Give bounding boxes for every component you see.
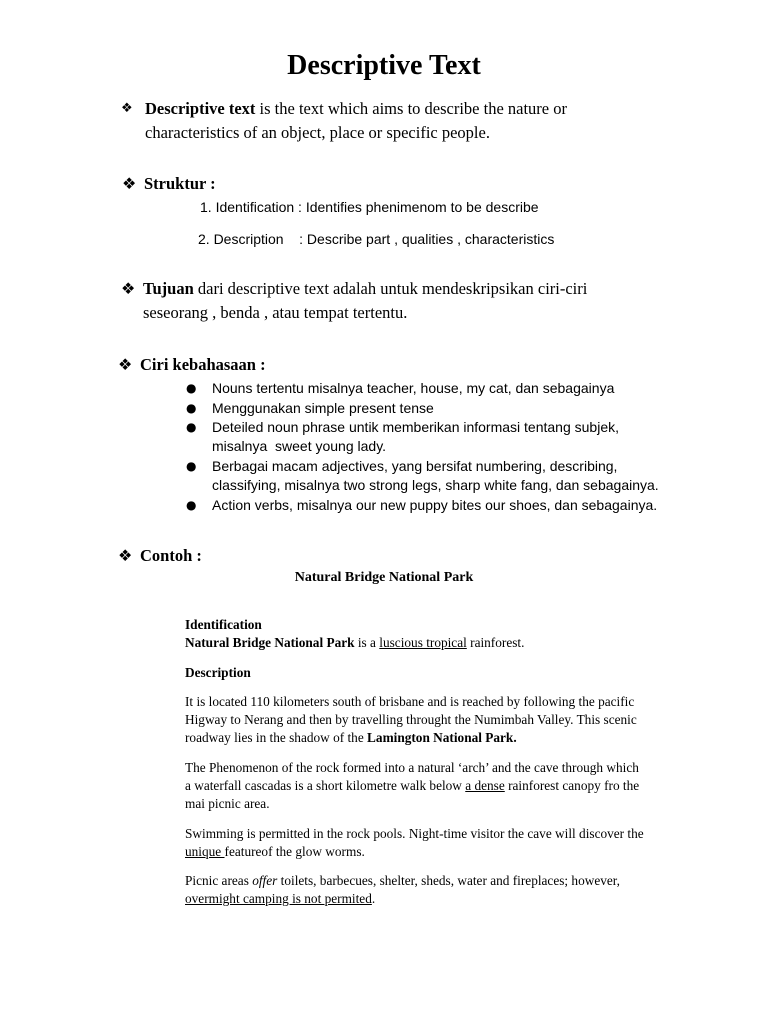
bullet-dot-icon: ●	[186, 381, 197, 395]
list-item	[186, 378, 726, 398]
p4-period: .	[371, 891, 376, 906]
paragraph-4-line-1	[185, 872, 620, 890]
intro-bold: Descriptive text	[145, 99, 256, 118]
p1-bold: Lamington National Park.	[367, 730, 517, 745]
p2-end: rainforest canopy fro the	[504, 778, 640, 793]
paragraph-4-line-2	[185, 890, 375, 908]
struktur-item-1: 1. Identification : Identifies phenimenom to be describe	[200, 199, 539, 215]
list-item	[186, 456, 726, 495]
list-item-text: misalnya sweet young lady.	[212, 438, 387, 454]
intro-line-1	[145, 97, 567, 121]
diamond-bullet-icon: ❖	[121, 279, 136, 298]
diamond-bullet-icon: ❖	[118, 546, 133, 565]
p4-italic: offer	[252, 873, 278, 888]
tujuan-bold: Tujuan	[143, 279, 194, 298]
paragraph-1-line-1: It is located 110 kilometers south of brisbane and is reached by following the pacific	[185, 694, 635, 709]
p1-start: roadway lies in the shadow of the	[185, 730, 368, 745]
ident-underline: luscious tropical	[379, 635, 467, 650]
list-item-text: Berbagai macam adjectives, yang bersifat numbering, describing,	[212, 458, 618, 474]
ciri-list	[186, 378, 726, 515]
p3-underline: unique	[185, 844, 225, 859]
intro-rest: is the text which aims to describe the nature or	[255, 99, 567, 118]
paragraph-2-line-3: mai picnic area.	[185, 796, 270, 811]
page-title: Descriptive Text	[287, 50, 481, 81]
p4-end: toilets, barbecues, shelter, sheds, water and fireplaces; however,	[277, 873, 621, 888]
bullet-dot-icon: ●	[186, 498, 197, 512]
tujuan-rest: dari descriptive text adalah untuk mendeskripsikan ciri-ciri	[193, 279, 588, 298]
diamond-bullet-icon: ❖	[118, 355, 133, 374]
paragraph-1-line-2: Higway to Nerang and then by travelling throught the Numimbah Valley. This scenic	[185, 712, 637, 727]
bullet-dot-icon: ●	[186, 420, 197, 434]
p4-underline: overmight camping is not permited	[185, 891, 372, 906]
list-item-text: classifying, misalnya two strong legs, sharp white fang, dan sebagainya.	[212, 477, 659, 493]
contoh-heading: Contoh :	[140, 546, 202, 565]
paragraph-1-line-3	[185, 729, 517, 747]
diamond-bullet-icon: ❖	[122, 174, 137, 193]
park-name: Natural Bridge National Park	[185, 635, 355, 650]
identification-label: Identification	[185, 617, 262, 632]
bullet-dot-icon: ●	[186, 401, 197, 415]
list-item-text: Menggunakan simple present tense	[212, 400, 434, 416]
paragraph-2-line-2	[185, 777, 639, 795]
p4-start: Picnic areas	[185, 873, 253, 888]
list-item-text: Action verbs, misalnya our new puppy bites our shoes, dan sebagainya.	[212, 497, 658, 513]
list-item	[186, 398, 726, 417]
paragraph-3-line-1: Swimming is permitted in the rock pools. Night-time visitor the cave will discover the	[185, 826, 644, 841]
tujuan-line-2: seseorang , benda , atau tempat tertentu.	[143, 303, 408, 322]
p2-underline: a dense	[465, 778, 505, 793]
list-item-text: Nouns tertentu misalnya teacher, house, my cat, dan sebagainya	[212, 380, 615, 396]
identification-text	[185, 634, 524, 652]
struktur-item-2: 2. Description : Describe part , qualities , characteristics	[198, 231, 555, 247]
ident-end: rainforest.	[466, 635, 525, 650]
p2-start: a waterfall cascadas is a short kilometre walk below	[185, 778, 466, 793]
ciri-heading: Ciri kebahasaan :	[140, 355, 266, 374]
ident-mid: is a	[354, 635, 380, 650]
p3-end: featureof the glow worms.	[224, 844, 365, 859]
list-item-text: Deteiled noun phrase untik memberikan informasi tentang subjek,	[212, 419, 620, 435]
paragraph-2-line-1: The Phenomenon of the rock formed into a natural ‘arch’ and the cave through which	[185, 760, 639, 775]
diamond-bullet-icon: ❖	[121, 101, 133, 116]
bullet-dot-icon: ●	[186, 459, 197, 473]
description-label: Description	[185, 665, 251, 680]
tujuan-line-1	[143, 277, 587, 301]
struktur-heading: Struktur :	[144, 174, 216, 193]
list-item	[186, 417, 726, 456]
example-title: Natural Bridge National Park	[294, 570, 474, 585]
list-item	[186, 495, 726, 515]
intro-line-2: characteristics of an object, place or specific people.	[145, 123, 490, 142]
paragraph-3-line-2	[185, 843, 365, 861]
